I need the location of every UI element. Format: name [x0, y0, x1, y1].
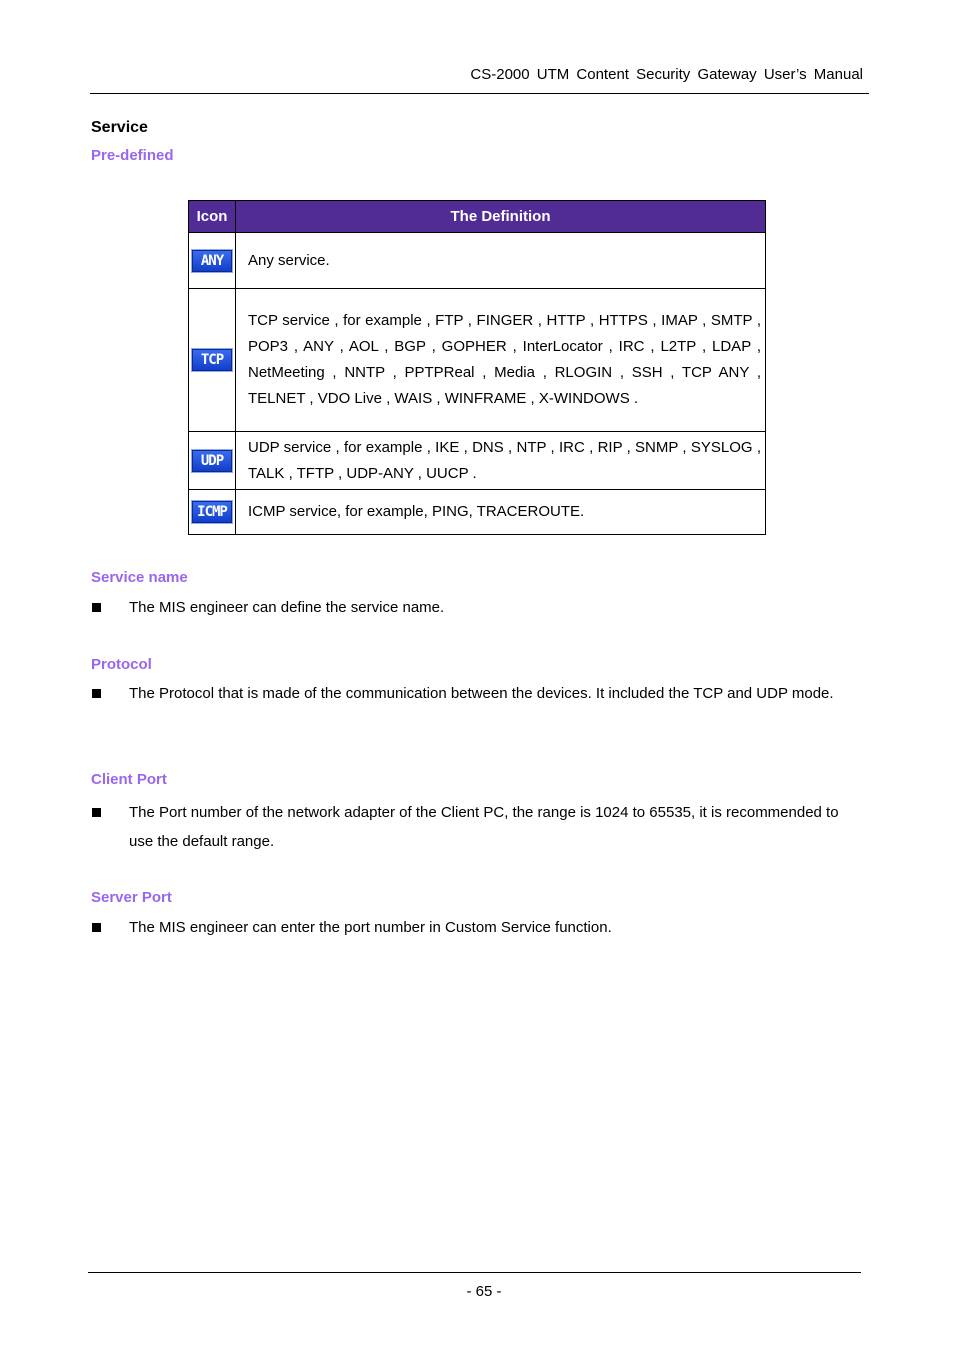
bullet-text: The Port number of the network adapter of the Client PC, the range is 1024 to 65535, it is recommended to use the default range. — [129, 804, 839, 850]
column-header-icon: Icon — [189, 201, 236, 233]
protocol-heading: Protocol — [91, 656, 152, 673]
tcp-service-icon: TCP — [192, 349, 232, 371]
section-title: Service — [91, 119, 148, 136]
any-service-icon: ANY — [192, 250, 232, 272]
definition-cell: Any service. — [236, 233, 766, 289]
server-port-heading: Server Port — [91, 889, 172, 906]
bullet-text: The Protocol that is made of the communication between the devices. It included the TCP and UDP mode. — [129, 685, 834, 702]
service-name-heading: Service name — [91, 569, 188, 586]
table-row — [189, 233, 766, 289]
definition-cell: UDP service , for example , IKE , DNS , NTP , IRC , RIP , SNMP , SYSLOG , TALK , TFTP , UDP-ANY , UUCP . — [236, 432, 766, 490]
icon-cell — [189, 490, 236, 535]
square-bullet-icon — [92, 689, 101, 698]
header-divider — [90, 93, 869, 94]
service-definition-table — [188, 200, 766, 535]
table-row — [189, 289, 766, 432]
header-title: CS-2000 UTM Content Security Gateway User’s Manual — [470, 66, 863, 83]
predefined-heading: Pre-defined — [91, 147, 174, 164]
list-item — [91, 913, 864, 942]
icmp-service-icon: ICMP — [192, 501, 232, 523]
square-bullet-icon — [92, 923, 101, 932]
icon-cell — [189, 432, 236, 490]
definition-cell: ICMP service, for example, PING, TRACEROUTE. — [236, 490, 766, 535]
list-item — [91, 593, 864, 622]
icon-cell — [189, 233, 236, 289]
table-row — [189, 490, 766, 535]
list-item — [91, 679, 864, 708]
footer-divider — [88, 1272, 861, 1273]
table-row — [189, 432, 766, 490]
bullet-text: The MIS engineer can define the service name. — [129, 599, 445, 616]
udp-service-icon: UDP — [192, 450, 232, 472]
client-port-heading: Client Port — [91, 771, 167, 788]
bullet-text: The MIS engineer can enter the port number in Custom Service function. — [129, 919, 612, 936]
definition-cell: TCP service , for example , FTP , FINGER , HTTP , HTTPS , IMAP , SMTP , POP3 , ANY , AOL , BGP , GOPHER , InterLocator , IRC , L2TP , LDAP , NetMeeting , NNTP , PPTPReal , Media , RLOGIN , SSH , TCP ANY , TELNET , VDO Live , WAIS , WINFRAME , X-WINDOWS . — [236, 289, 766, 432]
square-bullet-icon — [92, 603, 101, 612]
icon-cell — [189, 289, 236, 432]
list-item — [91, 798, 864, 856]
table-header-row — [189, 201, 766, 233]
column-header-definition: The Definition — [236, 201, 766, 233]
square-bullet-icon — [92, 808, 101, 817]
page-number: - 65 - — [466, 1283, 502, 1300]
